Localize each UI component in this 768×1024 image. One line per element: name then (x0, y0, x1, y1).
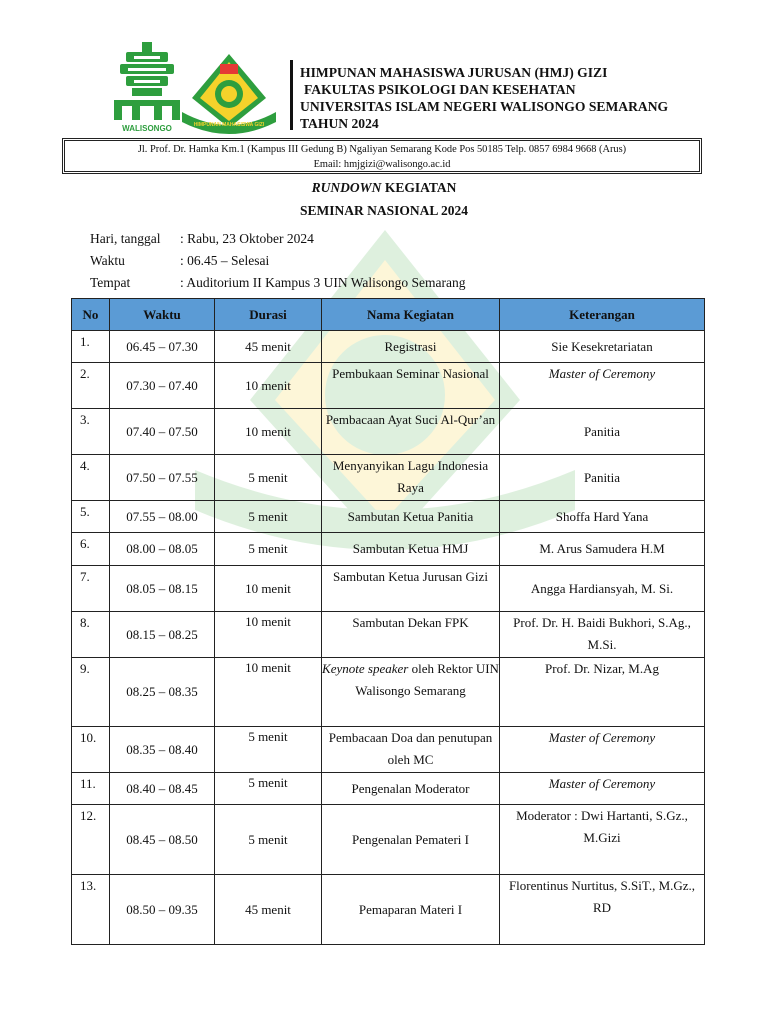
info-value: : 06.45 – Selesai (180, 253, 270, 268)
cell-keterangan: Master of Ceremony (500, 363, 705, 409)
event-title: SEMINAR NASIONAL 2024 (299, 203, 469, 218)
cell-no: 8. (72, 612, 110, 658)
cell-no: 6. (72, 533, 110, 566)
svg-text:HIMPUNAN MAHASISWA GIZI: HIMPUNAN MAHASISWA GIZI (193, 122, 265, 128)
header-divider (290, 60, 293, 130)
table-row (72, 658, 705, 727)
cell-nama: Pengenalan Pemateri I (322, 805, 500, 875)
cell-keterangan: Panitia (500, 455, 705, 501)
cell-durasi: 5 menit (215, 773, 322, 805)
cell-nama: Pemaparan Materi I (322, 875, 500, 945)
info-row-time (90, 253, 466, 275)
rundown-word: RUNDOWN (311, 180, 382, 195)
event-info (90, 231, 466, 297)
info-value: : Auditorium II Kampus 3 UIN Walisongo Semarang (180, 275, 466, 290)
cell-no: 13. (72, 875, 110, 945)
cell-no: 7. (72, 566, 110, 612)
table-row (72, 773, 705, 805)
info-label: Waktu (90, 253, 125, 268)
info-label: Hari, tanggal (90, 231, 161, 246)
cell-durasi: 5 menit (215, 727, 322, 773)
table-row (72, 409, 705, 455)
cell-durasi: 45 menit (215, 331, 322, 363)
cell-keterangan: Moderator : Dwi Hartanti, S.Gz., M.Gizi (500, 805, 705, 875)
cell-durasi: 10 menit (215, 658, 322, 727)
cell-keterangan: Sie Kesekretariatan (500, 331, 705, 363)
keynote-rest: oleh Rektor UIN Walisongo Semarang (355, 661, 499, 698)
info-row-place (90, 275, 466, 297)
cell-durasi: 5 menit (215, 455, 322, 501)
table-row (72, 501, 705, 533)
cell-durasi: 5 menit (215, 805, 322, 875)
uin-walisongo-logo (108, 42, 186, 134)
org-line-3: UNIVERSITAS ISLAM NEGERI WALISONGO SEMARANG (300, 99, 669, 114)
cell-keterangan: Master of Ceremony (500, 727, 705, 773)
table-row (72, 875, 705, 945)
info-label: Tempat (90, 275, 131, 290)
org-line-1: HIMPUNAN MAHASISWA JURUSAN (HMJ) GIZI (300, 65, 608, 80)
cell-nama: Pembacaan Ayat Suci Al-Qur’an (322, 409, 500, 455)
cell-nama: Sambutan Ketua Jurusan Gizi (322, 566, 500, 612)
cell-keterangan: Angga Hardiansyah, M. Si. (500, 566, 705, 612)
info-value: : Rabu, 23 Oktober 2024 (180, 231, 314, 246)
organization-header (300, 64, 668, 132)
col-header-no: No (72, 299, 110, 331)
cell-waktu: 06.45 – 07.30 (110, 331, 215, 363)
table-row (72, 533, 705, 566)
table-row (72, 612, 705, 658)
col-header-durasi: Durasi (215, 299, 322, 331)
cell-no: 11. (72, 773, 110, 805)
cell-nama: Pembacaan Doa dan penutupan oleh MC (322, 727, 500, 773)
cell-keterangan: Shoffa Hard Yana (500, 501, 705, 533)
cell-waktu: 08.40 – 08.45 (110, 773, 215, 805)
address-text: Jl. Prof. Dr. Hamka Km.1 (Kampus III Gedung B) Ngaliyan Semarang Kode Pos 50185 Telp. 0857 6984 9668 (Arus) (137, 144, 627, 155)
cell-durasi: 5 menit (215, 501, 322, 533)
cell-waktu: 08.25 – 08.35 (110, 658, 215, 727)
cell-nama: Sambutan Ketua HMJ (322, 533, 500, 566)
info-row-date (90, 231, 466, 253)
cell-keterangan: Master of Ceremony (500, 773, 705, 805)
cell-durasi: 10 menit (215, 566, 322, 612)
cell-nama: Sambutan Dekan FPK (322, 612, 500, 658)
cell-waktu: 07.30 – 07.40 (110, 363, 215, 409)
cell-durasi: 45 menit (215, 875, 322, 945)
cell-durasi: 10 menit (215, 363, 322, 409)
col-header-waktu: Waktu (110, 299, 215, 331)
cell-waktu: 08.15 – 08.25 (110, 612, 215, 658)
cell-keterangan: Florentinus Nurtitus, S.SiT., M.Gz., RD (500, 875, 705, 945)
cell-waktu: 08.45 – 08.50 (110, 805, 215, 875)
cell-no: 1. (72, 331, 110, 363)
org-line-4: TAHUN 2024 (300, 116, 379, 131)
cell-no: 3. (72, 409, 110, 455)
cell-no: 4. (72, 455, 110, 501)
cell-waktu: 08.50 – 09.35 (110, 875, 215, 945)
col-header-keterangan: Keterangan (500, 299, 705, 331)
cell-waktu: 07.55 – 08.00 (110, 501, 215, 533)
svg-text:WALISONGO: WALISONGO (122, 124, 172, 133)
cell-nama: Pengenalan Moderator (322, 773, 500, 805)
cell-nama: Registrasi (322, 331, 500, 363)
cell-no: 5. (72, 501, 110, 533)
cell-durasi: 5 menit (215, 533, 322, 566)
cell-nama: Sambutan Ketua Panitia (322, 501, 500, 533)
org-line-2: FAKULTAS PSIKOLOGI DAN KESEHATAN (304, 82, 576, 97)
document-title (0, 180, 768, 196)
table-row (72, 805, 705, 875)
cell-no: 12. (72, 805, 110, 875)
hmj-gizi-logo (180, 52, 278, 134)
table-row (72, 331, 705, 363)
cell-durasi: 10 menit (215, 409, 322, 455)
col-header-nama: Nama Kegiatan (322, 299, 500, 331)
cell-no: 2. (72, 363, 110, 409)
email-text: Email: hmjgizi@walisongo.ac.id (313, 159, 451, 170)
kegiatan-word: KEGIATAN (381, 180, 457, 195)
table-header-row (72, 299, 705, 331)
rundown-table (71, 298, 705, 945)
cell-waktu: 07.50 – 07.55 (110, 455, 215, 501)
cell-keterangan: Prof. Dr. H. Baidi Bukhori, S.Ag., M.Si. (500, 612, 705, 658)
cell-waktu: 08.05 – 08.15 (110, 566, 215, 612)
table-row (72, 727, 705, 773)
table-row (72, 566, 705, 612)
keynote-italic: Keynote speaker (322, 661, 409, 676)
cell-nama (322, 658, 500, 727)
cell-no: 9. (72, 658, 110, 727)
cell-nama: Menyanyikan Lagu Indonesia Raya (322, 455, 500, 501)
table-row (72, 455, 705, 501)
address-box (62, 138, 702, 174)
cell-keterangan: M. Arus Samudera H.M (500, 533, 705, 566)
cell-keterangan: Prof. Dr. Nizar, M.Ag (500, 658, 705, 727)
cell-durasi: 10 menit (215, 612, 322, 658)
cell-waktu: 07.40 – 07.50 (110, 409, 215, 455)
cell-no: 10. (72, 727, 110, 773)
cell-waktu: 08.00 – 08.05 (110, 533, 215, 566)
cell-nama: Pembukaan Seminar Nasional (322, 363, 500, 409)
cell-waktu: 08.35 – 08.40 (110, 727, 215, 773)
cell-keterangan: Panitia (500, 409, 705, 455)
table-row (72, 363, 705, 409)
